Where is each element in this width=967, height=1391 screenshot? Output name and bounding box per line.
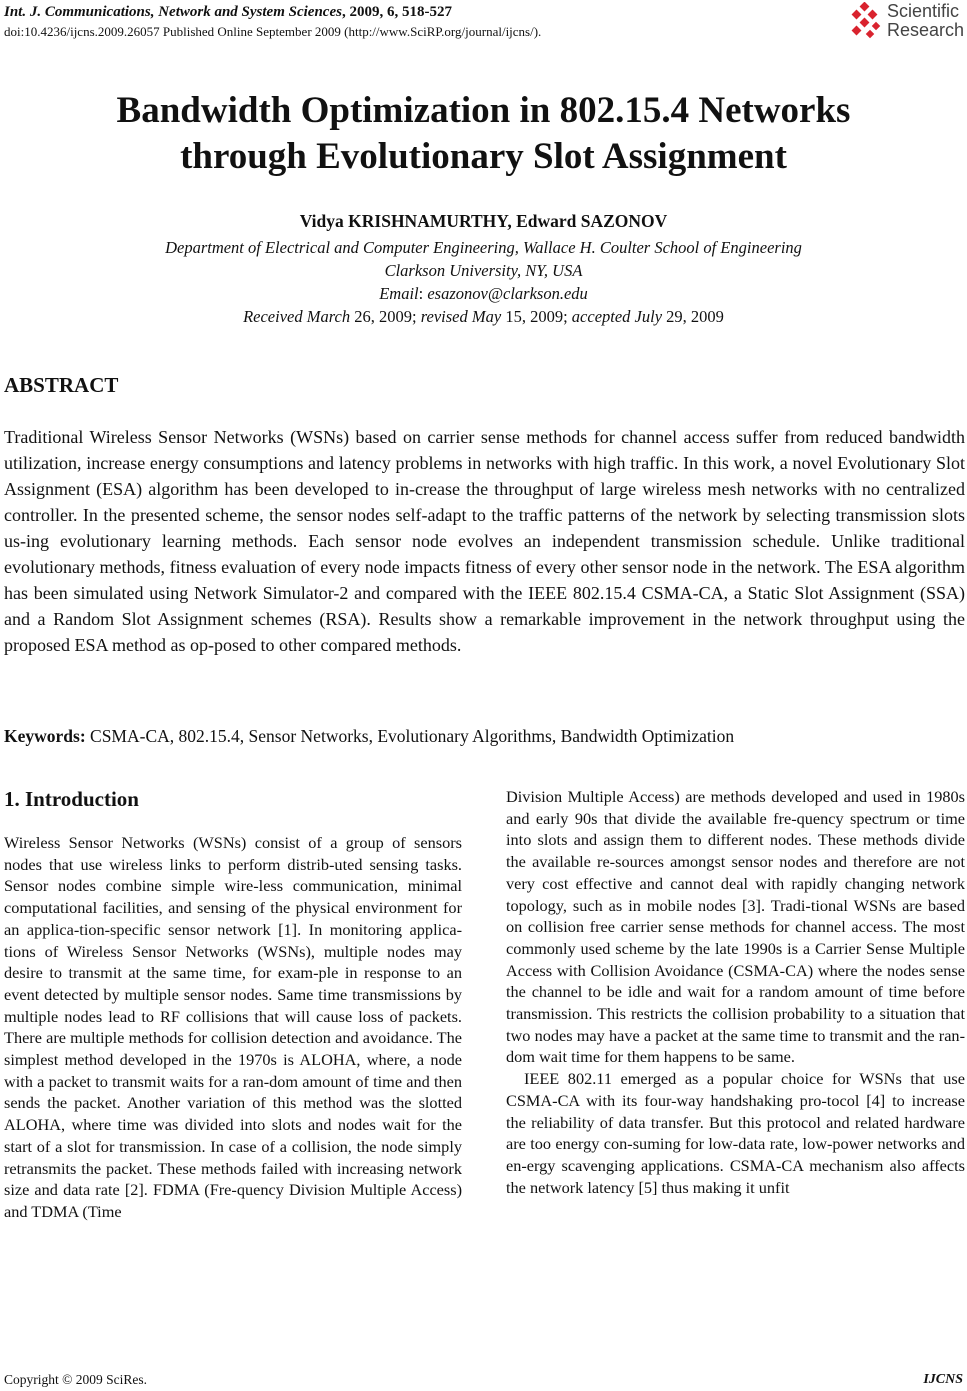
title-line-1: Bandwidth Optimization in 802.15.4 Networks [116,90,851,131]
journal-abbreviation: IJCNS [923,1372,963,1387]
affiliation-line-1: Department of Electrical and Computer Engineering, Wallace H. Coulter School of Engineering [165,238,802,257]
journal-volume-info: , 2009, 6, 518-527 [341,4,452,20]
keywords-label: Keywords: [4,726,86,746]
received-label: Received March [243,307,351,326]
accepted-date: 29, 2009 [662,307,724,326]
logo-text-line2: Research [887,20,965,40]
revised-date: 15, 2009; [501,307,572,326]
accepted-label: accepted July [571,307,663,326]
logo-text [887,2,964,40]
revised-label: revised May [420,307,502,326]
intro-paragraph-1: Wireless Sensor Networks (WSNs) consist of a group of sensors nodes that use wireless links to perform distrib-uted sensing tasks. Sensor nodes combine simple wire-less communication, minimal computational facilities, and sensing of the physical environment for an applica-tion-specific sensor network [1]. In monitoring applica-tions of Wireless Sensor Networks (WSNs), multiple nodes may desire to transmit at the same time, for exam-ple in response to an event detected by multiple sensor nodes. Same time transmissions by multiple nodes lead to RF collisions that will cause loss of packets. There are multiple methods for collision detection and avoidance. The simplest method developed in the 1970s is ALOHA, where, a node with a packet to transmit waits for a ran-dom amount of time and then sends the packet. Another variation of this method was the slotted ALOHA, where time was divided into slots and nodes wait for the start of a slot for transmission. In case of a collision, the node simply retransmits the packet. These methods failed with increasing network size and data rate [2]. FDMA (Fre-quency Division Multiple Access) and TDMA (Time [4,833,462,1221]
journal-header [4,4,804,40]
title-line-2: through Evolutionary Slot Assignment [180,136,787,177]
publisher-logo [847,2,967,42]
abstract-heading: ABSTRACT [4,373,119,397]
logo-text-line1: Scientific [887,1,960,21]
logo-diamonds-icon [847,2,883,42]
intro-paragraph-2: Division Multiple Access) are methods developed and used in 1980s and early 90s that divide the available fre-quency spectrum or time into slots and assign them to different nodes. These methods divide the available re-sources amongst sensor nodes and therefore are not very cost effective and cannot deal with rapidly changing network topology, such as in mobile nodes [3]. Tradi-tional WSNs are based on collision free carrier sense methods for channel access. The most commonly used scheme by the late 1990s is a Carrier Sense Multiple Access with Collision Avoidance (CSMA-CA) where the nodes sense the channel to be idle and wait for a random amount of time before transmission. This restricts the collision probability to a situation that two nodes may have a packet at the same time to transmit and the ran-dom wait time for them happens to be same. [506,787,965,1067]
doi-line: doi:10.4236/ijcns.2009.26057 Published Online September 2009 (http://www.SciRP.org/journal/ijcns/). [4,24,542,39]
affiliation-line-2: Clarkson University, NY, USA [384,261,583,280]
journal-name: Int. J. Communications, Network and System Sciences [4,4,342,20]
dates-line [0,305,967,328]
keywords-text: CSMA-CA, 802.15.4, Sensor Networks, Evolutionary Algorithms, Bandwidth Optimization [85,726,735,746]
right-column [506,786,965,1198]
intro-paragraph-3: IEEE 802.11 emerged as a popular choice for WSNs that use CSMA-CA with its four-way handshaking pro-tocol [4] to increase the reliability of data transfer. But this protocol and related hardware are too energy con-suming for low-data rate, low-power networks and en-ergy scavenging applications. CSMA-CA mechanism also affects the network latency [5] thus making it unfit [506,1069,965,1197]
affiliation-block [0,236,967,328]
authors: Vidya KRISHNAMURTHY, Edward SAZONOV [299,211,668,231]
abstract-text: Traditional Wireless Sensor Networks (WSNs) based on carrier sense methods for channel access suffer from reduced bandwidth utilization, increase energy consumptions and latency problems in networks with high traffic. In this work, a novel Evolutionary Slot Assignment (ESA) algorithm has been developed to in-crease the throughput of large wireless mesh networks with no centralized controller. In the presented scheme, the sensor nodes self-adapt to the traffic patterns of the network by selecting transmission slots us-ing evolutionary learning methods. Each sensor node evolves an independent transmission schedule. Unlike traditional evolutionary methods, fitness evaluation of every node impacts fitness of every other sensor node in the network. The ESA algorithm has been simulated using Network Simulator-2 and compared with the IEEE 802.15.4 CSMA-CA, a Static Slot Assignment (SSA) and a Random Slot Assignment schemes (RSA). Results show a remarkable improvement in the network throughput using the proposed ESA method as op-posed to other compared methods. [4,427,965,655]
received-date: 26, 2009; [350,307,421,326]
copyright: Copyright © 2009 SciRes. [4,1372,148,1387]
paper-title [0,88,967,180]
section-heading-introduction: 1. Introduction [4,787,139,811]
keywords [4,726,965,747]
email-label: Email [379,284,419,303]
email-line: Email: esazonov@clarkson.edu [379,284,588,303]
email-address: esazonov@clarkson.edu [427,284,588,303]
journal-citation [4,4,804,21]
left-column [4,786,462,1223]
